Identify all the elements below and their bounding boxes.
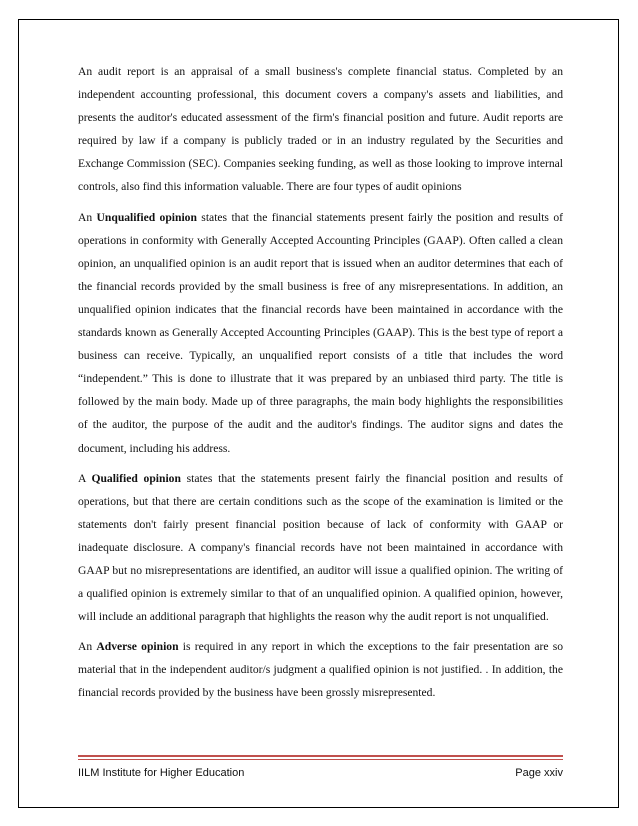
body-text: [78, 60, 563, 712]
footer-institution: IILM Institute for Higher Education: [78, 767, 245, 779]
paragraph-term: Adverse opinion: [96, 640, 179, 654]
paragraph-text: states that the financial statements present fairly the position and results of operations in conformity with Generally Accepted Accounting Principles (GAAP). Often called a clean opinion, an unqualified opinion is an audit report that is issued when an auditor determines that each of the financial records provided by the small business is free of any misrepresentations. In addition, an unqualified opinion indicates that the financial records have been maintained in accordance with the standards known as Generally Accepted Accounting Principles (GAAP). This is the best type of report a business can receive. Typically, an unqualified report consists of a title that includes the word “independent.” This is done to illustrate that it was prepared by an unbiased third party. The title is followed by the main body. Made up of three paragraphs, the main body highlights the responsibilities of the auditor, the purpose of the audit and the auditor's findings. The auditor signs and dates the document, including his address.: [78, 210, 563, 455]
paragraph-adverse: [78, 635, 563, 704]
paragraph-prefix: A: [78, 471, 92, 485]
footer-rule: [78, 755, 563, 757]
paragraph-intro: [78, 60, 563, 199]
paragraph-text: An audit report is an appraisal of a small business's complete financial status. Completed by an independent accounting professional, this document covers a company's assets and liabilities, and presents the auditor's educated assessment of the firm's financial position and future. Audit reports are required by law if a company is publicly traded or in an industry regulated by the Securities and Exchange Commission (SEC). Companies seeking funding, as well as those looking to improve internal controls, also find this information valuable. There are four types of audit opinions: [78, 65, 563, 194]
paragraph-unqualified: [78, 206, 563, 460]
paragraph-term: Unqualified opinion: [96, 210, 197, 224]
paragraph-text: is required in any report in which the exceptions to the fair presentation are so material that in the independent auditor/s judgment a qualified opinion is not justified. . In addition, the financial records provided by the business have been grossly misrepresented.: [78, 640, 563, 700]
footer-rule-thin: [78, 759, 563, 760]
paragraph-prefix: An: [78, 210, 97, 224]
footer-page-number: Page xxiv: [515, 767, 563, 779]
paragraph-text: states that the statements present fairly the financial position and results of operations, but that there are certain conditions such as the scope of the examination is limited or the statements don't fairly present financial position because of lack of conformity with GAAP or inadequate disclosure. A company's financial records have not been maintained in accordance with GAAP but no misrepresentations are identified, an auditor will issue a qualified opinion. The writing of a qualified opinion is extremely similar to that of an unqualified opinion. A qualified opinion, however, will include an additional paragraph that highlights the reason why the audit report is not unqualified.: [78, 471, 563, 624]
paragraph-prefix: An: [78, 640, 97, 654]
paragraph-qualified: [78, 467, 563, 629]
paragraph-term: Qualified opinion: [91, 471, 181, 485]
